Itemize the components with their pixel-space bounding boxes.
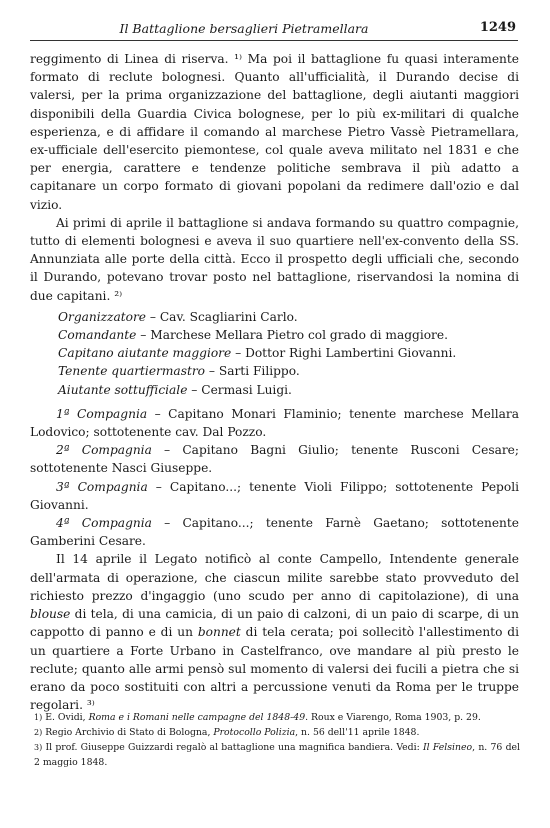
staff-name: – Cav. Scagliarini Carlo.	[146, 309, 298, 324]
footnote	[34, 725, 520, 740]
footnote-title: Roma e i Romani nelle campagne del 1848-49	[88, 712, 306, 723]
staff-role: Aiutante sottufficiale	[58, 382, 188, 397]
company-entry	[30, 441, 519, 477]
staff-role: Tenente quartiermastro	[58, 364, 206, 379]
closing-text-2: di tela, di una camicia, di un paio di calzoni, di un paio di scarpe, di un cappotto di panno e di un	[30, 607, 519, 640]
staff-row	[58, 326, 519, 344]
footnote-number: 1)	[34, 713, 43, 722]
company-label: 1ª Compagnia	[56, 406, 148, 421]
closing-text-1: Il 14 aprile il Legato notificò al conte Campello, Intendente generale dell'armata di operazione, che ciascun milite sarebbe stato provveduto del richiesto prezzo d'ingaggio (uno scudo per anno di capitolazione), di una	[30, 552, 519, 603]
company-officers: – Capitano Monari Flaminio; tenente marchese Mellara Lodovico; sottotenente cav. Dal Pozzo.	[30, 406, 519, 440]
staff-row	[58, 344, 519, 362]
staff-name: – Dottor Righi Lambertini Giovanni.	[231, 346, 457, 361]
footnote-text: , n. 76 del 2 maggio 1848.	[34, 742, 520, 768]
company-officers: – Capitano...; tenente Farnè Gaetano; sottotenente Gamberini Cesare.	[30, 516, 519, 549]
footnote-number: 3)	[34, 743, 43, 752]
company-label: 3ª Compagnia	[56, 479, 148, 494]
body-text	[30, 50, 519, 714]
staff-name: – Sarti Filippo.	[205, 364, 300, 379]
company-officers: – Capitano Bagni Giulio; tenente Rusconi Cesare; sottotenente Nasci Giuseppe.	[30, 443, 519, 476]
footnote-title: Il Felsineo	[422, 742, 473, 753]
company-label: 2ª Compagnia	[56, 443, 152, 458]
running-title: Il Battaglione bersaglieri Pietramellara	[119, 21, 369, 36]
paragraph-closing	[30, 550, 519, 714]
closing-text-3: di tela cerata; poi sollecitò l'allestimento di un quartiere a Forte Urbano in Castelfranco, ove mandare al più presto le reclute; quanto alle armi pensò sul momento di valersi dei fucili a pietra che si erano da poco sostituiti con altri a percussione venuti da Roma per le truppe regolari. ³⁾	[30, 625, 519, 713]
footnote	[34, 740, 520, 770]
staff-row	[58, 381, 519, 399]
footnote	[34, 710, 520, 725]
paragraph-1: reggimento di Linea di riserva. ¹⁾ Ma poi il battaglione fu quasi interamente formato di reclute bolognesi. Quanto all'ufficialità, il Durando decise di valersi, per la prima organizzazione del battaglione, degli aiutanti maggiori disponibili della Guardia Civica bolognese, per lo più ex-militari di qualche esperienza, e di affidare il comando al marchese Pietro Vassè Pietramellara, ex-ufficiale dell'esercito piemontese, col quale aveva militato nel 1831 e che per energia, carattere e tendenze politiche sembrava il più adatto a capitanare un corpo formato di giovani popolani da redimere dall'ozio e dal vizio.	[30, 52, 519, 212]
footnote-text: Il prof. Giuseppe Guizzardi regalò al battaglione una magnifica bandiera. Vedi:	[45, 742, 423, 753]
footnote-text: , n. 56 dell'11 aprile 1848.	[295, 727, 420, 738]
staff-row	[58, 308, 519, 326]
closing-term-blouse: blouse	[30, 607, 71, 622]
footnote-text: . Roux e Viarengo, Roma 1903, p. 29.	[305, 712, 481, 723]
company-officers: – Capitano...; tenente Violi Filippo; sottotenente Pepoli Giovanni.	[30, 479, 519, 512]
closing-term-bonnet: bonnet	[197, 625, 241, 640]
staff-list	[30, 308, 519, 399]
staff-name: – Marchese Mellara Pietro col grado di maggiore.	[136, 328, 448, 343]
running-header	[30, 14, 518, 41]
staff-role: Comandante	[58, 328, 137, 343]
page-number: 1249	[479, 20, 516, 35]
staff-name: – Cermasi Luigi.	[187, 382, 292, 397]
footnote-text: Regio Archivio di Stato di Bologna,	[45, 727, 214, 738]
footnote-number: 2)	[34, 728, 43, 737]
staff-role: Organizzatore	[58, 309, 147, 324]
company-label: 4ª Compagnia	[56, 516, 152, 531]
company-entry	[30, 405, 519, 441]
staff-role: Capitano aiutante maggiore	[58, 346, 232, 361]
footnote-title: Protocollo Polizia	[213, 727, 296, 738]
staff-row	[58, 362, 519, 380]
company-entry	[30, 478, 519, 514]
footnotes	[34, 710, 520, 770]
company-entry	[30, 514, 519, 550]
footnote-text: E. Ovidi,	[45, 712, 89, 723]
company-list	[30, 405, 519, 551]
paragraph-2: Ai primi di aprile il battaglione si andava formando su quattro compagnie, tutto di elementi bolognesi e aveva il suo quartiere nell'ex-convento della SS. Annunziata alle porte della città. Ecco il prospetto degli ufficiali che, secondo il Durando, potevano trovar posto nel battaglione, riservandosi la nomina di due capitani. ²⁾	[30, 215, 519, 303]
